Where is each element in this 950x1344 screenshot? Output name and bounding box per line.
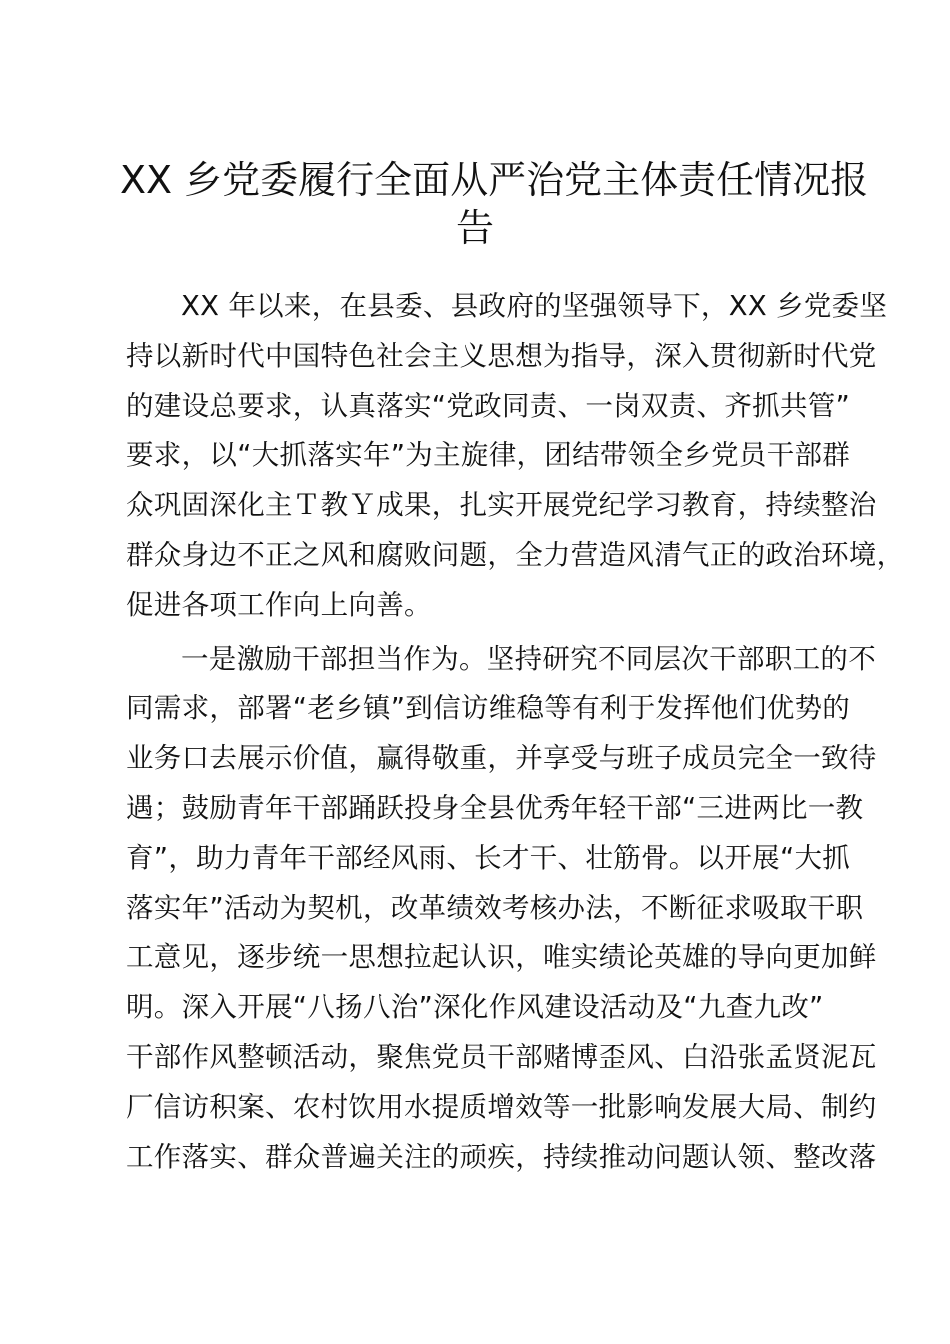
text-line: 的建设总要求，认真落实“党政同责、一岗双责、齐抓共管” [126, 389, 851, 422]
text-line: 干部作风整顿活动，聚焦党员干部赌博歪风、白沿张孟贤泥瓦 [126, 1040, 877, 1073]
text-line: 遇；鼓励青年干部踊跃投身全县优秀年轻干部“三进两比一教 [126, 791, 864, 824]
text-line: 落实年”活动为契机，改革绩效考核办法，不断征求吸取干职 [126, 891, 864, 924]
text-line: 群众身边不正之风和腐败问题，全力营造风清气正的政治环境， [126, 538, 905, 571]
text-line: 厂信访积案、农村饮用水提质增效等一批影响发展大局、制约 [126, 1090, 877, 1123]
text-line: 工作落实、群众普遍关注的顽疾，持续推动问题认领、整改落 [126, 1140, 877, 1173]
text-line: 工意见，逐步统一思想拉起认识，唯实绩论英雄的导向更加鲜 [126, 941, 877, 974]
text-line: 促进各项工作向上向善。 [126, 588, 432, 621]
document-title [120, 156, 869, 252]
text-line: 要求，以“大抓落实年”为主旋律，团结带领全乡党员干部群 [126, 439, 851, 472]
text-line: 育”，助力青年干部经风雨、长才干、壮筋骨。以开展“大抓 [126, 841, 851, 874]
title-line: XX 乡党委履行全面从严治党主体责任情况报 [120, 158, 869, 202]
document-body [126, 282, 905, 1182]
paragraph-intro [126, 282, 905, 631]
text-line: 明。深入开展“八扬八治”深化作风建设活动及“九查九改” [126, 991, 824, 1024]
title-line: 告 [455, 206, 494, 250]
text-line: XX 年以来，在县委、县政府的坚强领导下，XX 乡党委坚 [181, 290, 888, 322]
text-line: 同需求，部署“老乡镇”到信访维稳等有利于发挥他们优势的 [126, 692, 851, 725]
text-line: 一是激励干部担当作为。坚持研究不同层次干部职工的不 [181, 642, 876, 675]
paragraph-cadre-motivation [126, 635, 877, 1183]
text-line: 业务口去展示价值，赢得敬重，并享受与班子成员完全一致待 [126, 742, 877, 775]
text-line: 众巩固深化主Ｔ教Ｙ成果，扎实开展党纪学习教育，持续整治 [126, 489, 877, 522]
text-line: 持以新时代中国特色社会主义思想为指导，深入贯彻新时代党 [126, 339, 877, 372]
